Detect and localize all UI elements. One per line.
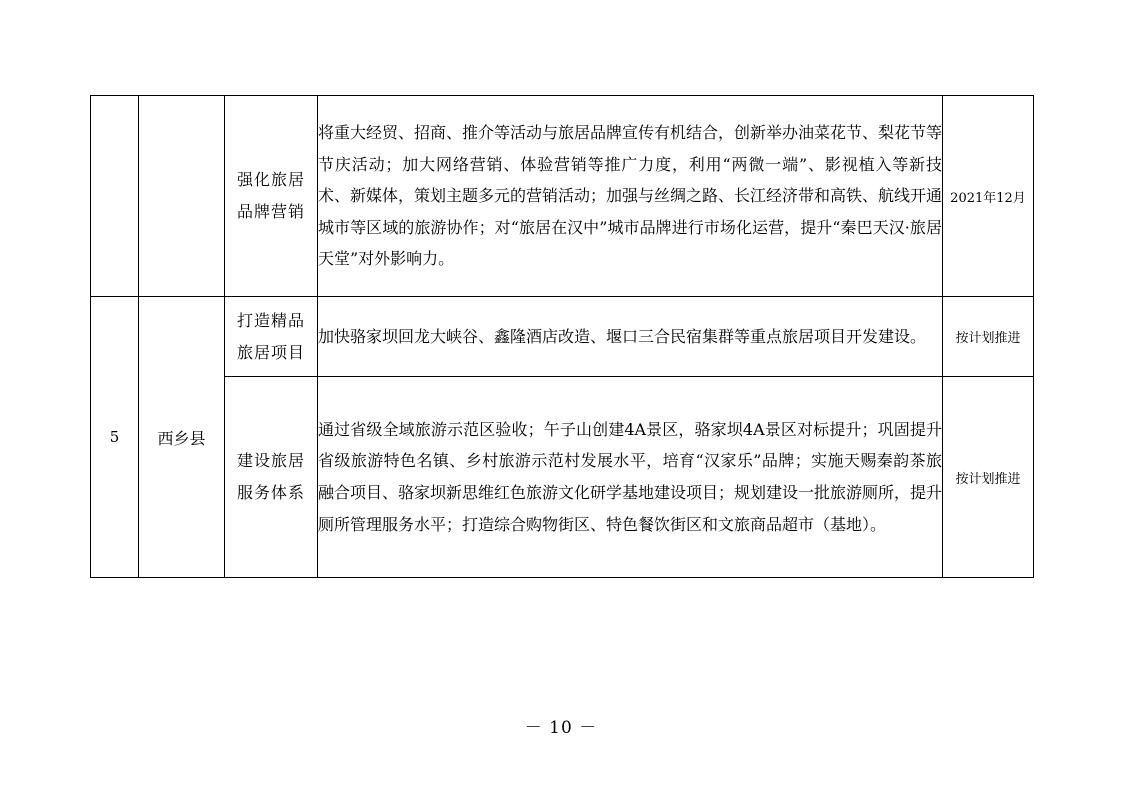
deadline-cell: 按计划推进 [943, 377, 1034, 578]
task-text: 打造精品旅居项目 [236, 310, 305, 362]
table-row [91, 96, 1034, 297]
row-number-cell: 5 [91, 297, 139, 578]
plan-table [90, 95, 1034, 578]
page-number: － 10 － [524, 718, 598, 738]
task-cell [225, 377, 318, 578]
county-cell [139, 96, 225, 297]
content-cell: 将重大经贸、招商、推介等活动与旅居品牌宣传有机结合，创新举办油菜花节、梨花节等节庆活动；加大网络营销、体验营销等推广力度，利用“两微一端”、影视植入等新技术、新媒体，策划主题多元的营销活动；加强与丝绸之路、长江经济带和高铁、航线开通城市等区域的旅游协作；对“旅居在汉中”城市品牌进行市场化运营，提升“秦巴天汉·旅居天堂”对外影响力。 [318, 96, 943, 297]
deadline-cell: 按计划推进 [943, 297, 1034, 377]
deadline-cell: 2021年12月 [943, 96, 1034, 297]
table-row [91, 297, 1034, 377]
task-cell [225, 96, 318, 297]
county-cell: 西乡县 [139, 297, 225, 578]
content-cell: 加快骆家坝回龙大峡谷、鑫隆酒店改造、堰口三合民宿集群等重点旅居项目开发建设。 [318, 297, 943, 377]
table-row [91, 377, 1034, 578]
task-text: 强化旅居品牌营销 [236, 170, 305, 221]
content-cell: 通过省级全域旅游示范区验收；午子山创建4A景区，骆家坝4A景区对标提升；巩固提升省级旅游特色名镇、乡村旅游示范村发展水平，培育“汉家乐”品牌；实施天赐秦韵茶旅融合项目、骆家坝新思维红色旅游文化研学基地建设项目；规划建设一批旅游厕所，提升厕所管理服务水平；打造综合购物街区、特色餐饮街区和文旅商品超市（基地）。 [318, 377, 943, 578]
task-cell [225, 297, 318, 377]
task-text: 建设旅居服务体系 [236, 451, 305, 502]
row-number-cell [91, 96, 139, 297]
